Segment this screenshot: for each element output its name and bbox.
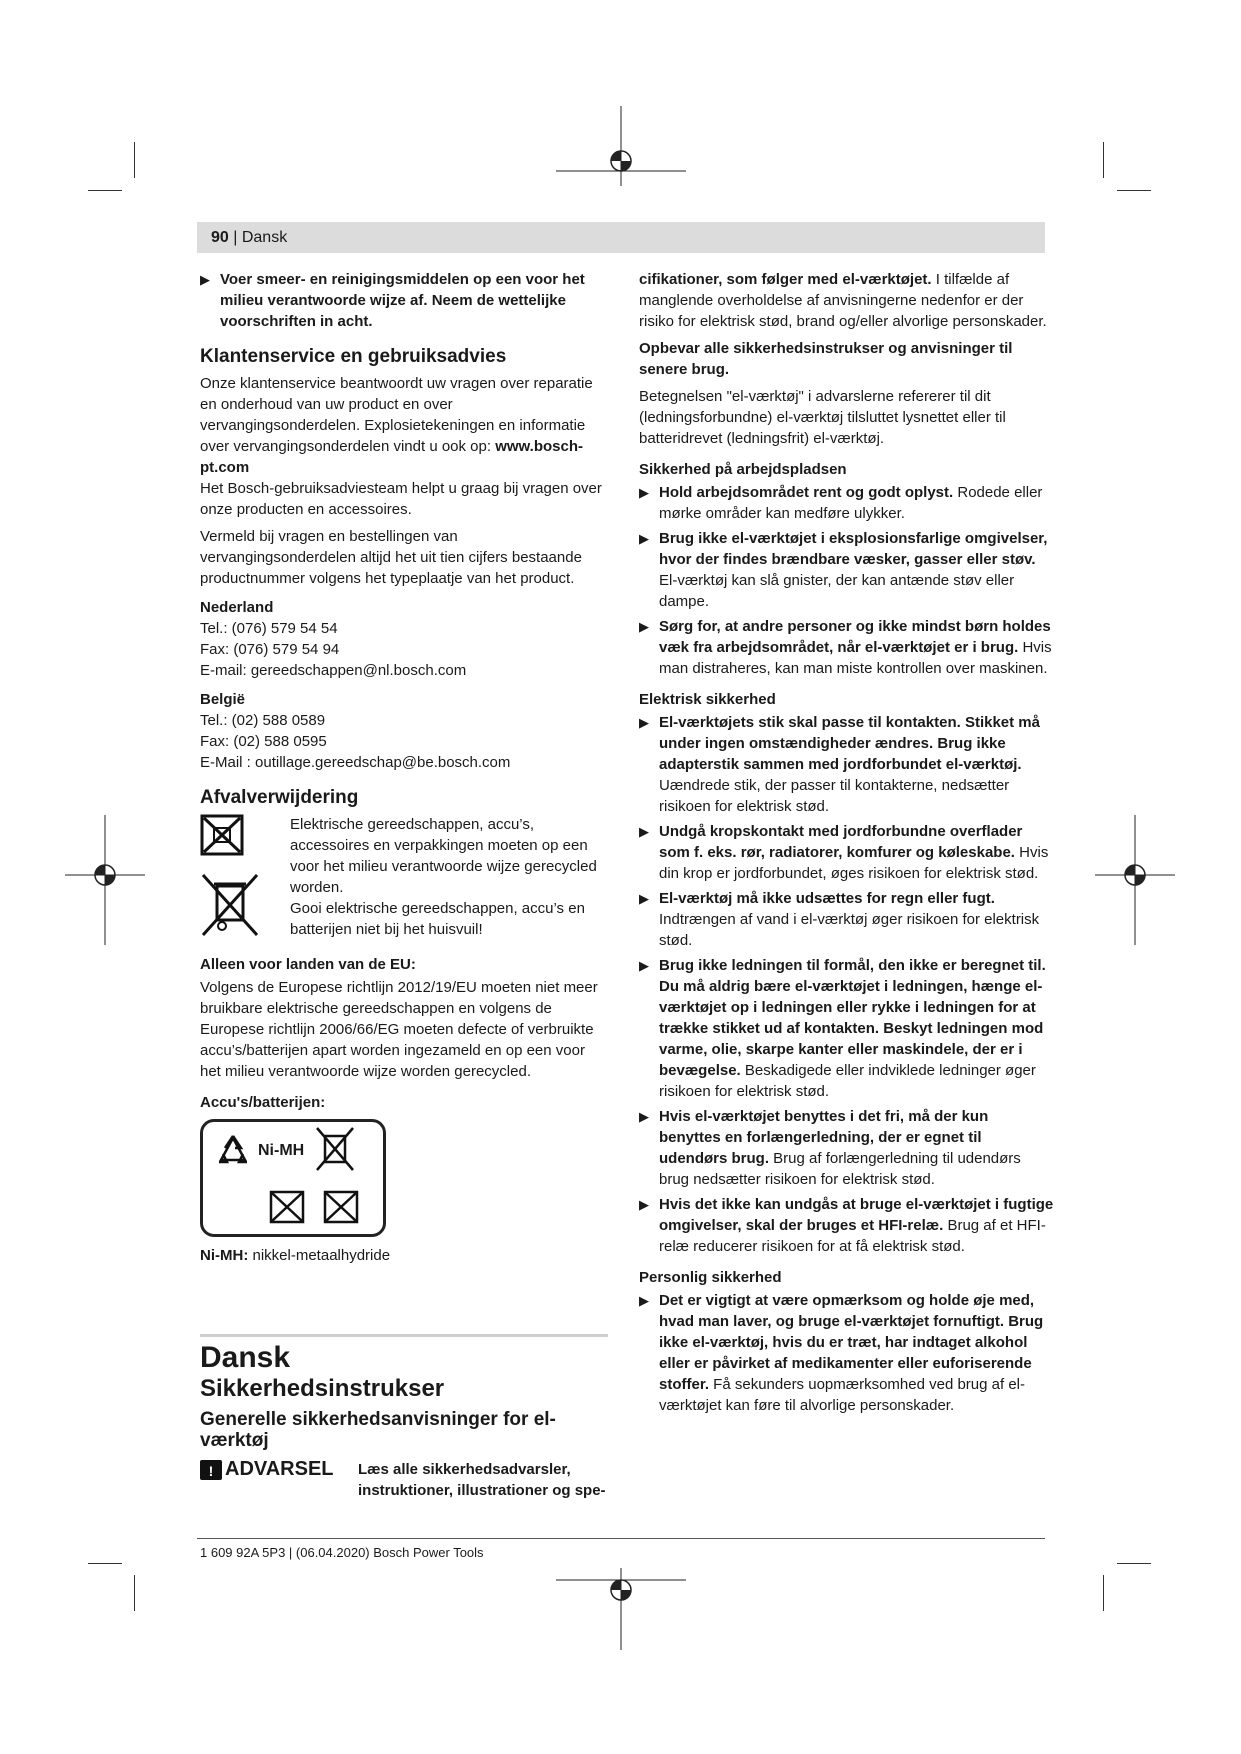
warning-label xyxy=(200,1459,358,1480)
bullet-arrow-icon: ▶ xyxy=(639,531,649,546)
bold-text: cifikationer, som følger med el-værktøjet. xyxy=(639,271,932,288)
section-divider xyxy=(200,1334,608,1337)
plain-text: I tilfælde af manglende overholdelse af anvisningerne nedenfor er der risiko for elektrisk stød, brand og/eller alvorlige personskader. xyxy=(639,271,1047,330)
no-waste-icon xyxy=(323,1190,359,1224)
crop-mark xyxy=(1103,1575,1104,1611)
disposal-block xyxy=(200,814,608,944)
subheading: Elektrisk sikkerhed xyxy=(639,691,776,708)
no-waste-icon xyxy=(269,1190,305,1224)
disposal-paragraph: Elektrische gereedschappen, accu’s, accessoires en verpakkingen moeten op een voor het milieu verantwoorde wijze gerecycled worden. xyxy=(290,816,597,896)
personal-safety-list xyxy=(639,1290,1054,1416)
list-item xyxy=(639,712,1054,817)
paragraph xyxy=(200,1245,608,1266)
crop-mark xyxy=(1117,1563,1151,1564)
bullet-arrow-icon: ▶ xyxy=(639,619,649,634)
registration-mark-icon xyxy=(1095,815,1175,945)
registration-mark-icon xyxy=(556,106,686,186)
paragraph: Vermeld bij vragen en bestellingen van vervangingsonderdelen altijd het uit tien cijfers bestaande productnummer volgens het typeplaatje van het product. xyxy=(200,528,582,587)
bullet-bold-text: Hold arbejdsområdet rent og godt oplyst. xyxy=(659,484,954,501)
list-item xyxy=(639,955,1054,1102)
work-safety-list xyxy=(639,482,1054,679)
bullet-bold-text: El-værktøj må ikke udsættes for regn eller fugt. xyxy=(659,890,995,907)
bullet-text: Beskadigede eller indviklede ledninger øger risikoen for elektrisk stød. xyxy=(659,1062,1036,1100)
bullet-arrow-icon: ▶ xyxy=(639,891,649,906)
list-item xyxy=(639,1290,1054,1416)
header-language: Dansk xyxy=(241,229,288,246)
bullet-text: Hvis din krop er jordforbundet, øges risikoen for elektrisk stød. xyxy=(659,844,1049,882)
subheading: Accu's/batterijen: xyxy=(200,1094,326,1111)
recycle-icon xyxy=(213,1132,253,1168)
warning-row xyxy=(200,1459,608,1501)
section-heading: Klantenservice en gebruiksadvies xyxy=(200,346,507,367)
chapter-title: Sikkerhedsinstrukser xyxy=(200,1375,445,1402)
paragraph: Volgens de Europese richtlijn 2012/19/EU moeten niet meer bruikbare elektrische gereedschappen en volgens de Europese richtlijn 2006/66/EG moeten defecte of verbruikte accu’s/batterijen apart worden ingezameld en op een voor het milieu verantwoorde wijze worden gerecycled. xyxy=(200,979,598,1080)
bullet-bold-text: Hvis el-værktøjet benyttes i det fri, må der kun benyttes en forlængerledning, der er egnet til udendørs brug. xyxy=(659,1108,989,1167)
electrical-safety-list xyxy=(639,712,1054,1257)
service-text: Onze klantenservice beantwoordt uw vragen over reparatie en onderhoud van uw product en over vervangingsonderdelen. Explosietekeningen en informatie over vervangingsonderdelen vindt u ook op: xyxy=(200,375,593,455)
bullet-text: Brug af forlængerledning til udendørs brug nedsætter risikoen for elektrisk stød. xyxy=(659,1150,1021,1188)
list-item xyxy=(639,888,1054,951)
contact-email[interactable]: E-Mail : outillage.gereedschap@be.bosch.com xyxy=(200,754,511,771)
subheading: Sikkerhed på arbejdspladsen xyxy=(639,461,847,478)
crop-mark xyxy=(134,1575,135,1611)
crossed-bin-icon xyxy=(315,1126,355,1172)
paragraph xyxy=(639,269,1054,332)
right-column xyxy=(639,269,1054,1420)
disposal-text xyxy=(290,814,608,940)
paragraph xyxy=(200,373,608,520)
contact-fax: Fax: (076) 579 54 94 xyxy=(200,641,340,658)
warning-description: Læs alle sikkerhedsadvarsler, instruktioner, illustrationer og spe- xyxy=(358,1461,606,1499)
list-item xyxy=(200,269,608,332)
language-title: Dansk xyxy=(200,1341,291,1374)
bullet-bold-text: Brug ikke el-værktøjet i eksplosionsfarlige omgivelser, hvor der findes brændbare væsker, gasser eller støv. xyxy=(659,530,1048,568)
bullet-text: Rodede eller mørke områder kan medføre ulykker. xyxy=(659,484,1043,522)
bullet-arrow-icon: ▶ xyxy=(639,824,649,839)
contact-email[interactable]: E-mail: gereedschappen@nl.bosch.com xyxy=(200,662,467,679)
disposal-paragraph: Gooi elektrische gereedschappen, accu’s en batterijen niet bij het huisvuil! xyxy=(290,900,585,938)
warning-text: ADVARSEL xyxy=(225,1458,334,1480)
bullet-arrow-icon: ▶ xyxy=(639,485,649,500)
list-item xyxy=(639,1194,1054,1257)
registration-mark-icon xyxy=(556,1568,686,1650)
bullet-bold-text: Sørg for, at andre personer og ikke mindst børn holdes væk fra arbejdsområdet, når el-værktøjet er i brug. xyxy=(659,618,1051,656)
registration-mark-icon xyxy=(65,815,145,945)
bullet-bold-text: Brug ikke ledningen til formål, den ikke er beregnet til. Du må aldrig bære el-værktøjet i ledningen, hænge el-værktøjet op i ledningen eller rykke i ledningen for at trække stikket ud af kontakten. Beskyt ledningen mod varme, olie, skarpe kanter eller maskindele, der er i bevægelse. xyxy=(659,957,1046,1079)
page-number: 90 xyxy=(211,229,229,246)
bullet-arrow-icon: ▶ xyxy=(639,1293,649,1308)
bullet-bold-text: Det er vigtigt at være opmærksom og holde øje med, hvad man laver, og bruge el-værktøjet fornuftigt. Brug ikke el-værktøj, hvis du er træt, har indtaget alkohol eller er påvirket af medikamenter eller euforiserende stoffer. xyxy=(659,1292,1044,1393)
service-text-2: Het Bosch-gebruiksadviesteam helpt u graag bij vragen over onze producten en accessoires. xyxy=(200,480,602,518)
bullet-arrow-icon: ▶ xyxy=(200,272,210,287)
crop-mark xyxy=(134,142,135,178)
contact-tel: Tel.: (076) 579 54 54 xyxy=(200,620,338,637)
paragraph: Betegnelsen "el-værktøj" i advarslerne refererer til dit (ledningsforbundne) el-værktøj tilsluttet lysnettet eller til batteridrevet (ledningsfrit) el-værktøj. xyxy=(639,388,1006,447)
ni-mh-term: Ni-MH: xyxy=(200,1247,249,1264)
no-household-waste-icon xyxy=(200,814,244,856)
bullet-text: Indtrængen af vand i el-værktøj øger risikoen for elektrisk stød. xyxy=(659,911,1040,949)
bullet-arrow-icon: ▶ xyxy=(639,1197,649,1212)
warning-icon: ! xyxy=(200,1460,222,1480)
bullet-text: Brug af et HFI-relæ reducerer risikoen for at få elektrisk stød. xyxy=(659,1217,1046,1255)
bullet-text: Uændrede stik, der passer til kontakterne, nedsætter risikoen for elektrisk stød. xyxy=(659,777,1010,815)
ni-mh-definition: nikkel-metaalhydride xyxy=(248,1247,391,1264)
bullet-arrow-icon: ▶ xyxy=(639,1109,649,1124)
subheading: Alleen voor landen van de EU: xyxy=(200,956,416,973)
crop-mark xyxy=(88,1563,122,1564)
bullet-text: El-værktøj kan slå gnister, der kan antænde støv eller dampe. xyxy=(659,572,1015,610)
section-heading: Afvalverwijdering xyxy=(200,787,359,808)
crop-mark xyxy=(1117,190,1151,191)
page-footer: 1 609 92A 5P3 | (06.04.2020) Bosch Power Tools xyxy=(200,1545,484,1560)
contact-tel: Tel.: (02) 588 0589 xyxy=(200,712,326,729)
disposal-symbols xyxy=(200,814,290,944)
list-item xyxy=(639,528,1054,612)
country-name: België xyxy=(200,691,246,708)
country-name: Nederland xyxy=(200,599,274,616)
header-separator: | xyxy=(228,229,242,246)
paragraph: Opbevar alle sikkerhedsinstrukser og anvisninger til senere brug. xyxy=(639,340,1013,378)
website-link[interactable]: www.bosch-pt.com xyxy=(200,438,583,476)
section-heading: Generelle sikkerhedsanvisninger for el-værktøj xyxy=(200,1409,556,1451)
footer-rule xyxy=(197,1538,1045,1539)
list-item xyxy=(639,616,1054,679)
bullet-arrow-icon: ▶ xyxy=(639,958,649,973)
bullet-text: Hvis man distraheres, kan man miste kontrollen over maskinen. xyxy=(659,639,1052,677)
bullet-arrow-icon: ▶ xyxy=(639,715,649,730)
contact-fax: Fax: (02) 588 0595 xyxy=(200,733,327,750)
list-item xyxy=(639,821,1054,884)
bullet-bold-text: Hvis det ikke kan undgås at bruge el-værktøjet i fugtige omgivelser, skal der bruges et HFI-relæ. xyxy=(659,1196,1054,1234)
page-header xyxy=(197,222,1045,253)
subheading: Personlig sikkerhed xyxy=(639,1269,782,1286)
bullet-bold-text: El-værktøjets stik skal passe til kontakten. Stikket må under ingen omstændigheder ændres. Brug ikke adapterstik sammen med jordforbundet el-værktøj. xyxy=(659,714,1040,773)
bullet-text: Voer smeer- en reinigingsmiddelen op een voor het milieu verantwoorde wijze af. Neem de wettelijke voorschriften in acht. xyxy=(220,271,585,330)
crop-mark xyxy=(88,190,122,191)
left-column xyxy=(200,269,608,1501)
list-item xyxy=(639,1106,1054,1190)
ni-mh-label: Ni-MH xyxy=(258,1142,305,1159)
crossed-bin-icon xyxy=(200,872,260,938)
list-item xyxy=(639,482,1054,524)
battery-symbols-box xyxy=(200,1119,386,1237)
bullet-text: Få sekunders uopmærksomhed ved brug af el-værktøjet kan føre til alvorlige personskader. xyxy=(659,1376,1026,1414)
crop-mark xyxy=(1103,142,1104,178)
bullet-bold-text: Undgå kropskontakt med jordforbundne overflader som f. eks. rør, radiatorer, komfurer og køleskabe. xyxy=(659,823,1023,861)
